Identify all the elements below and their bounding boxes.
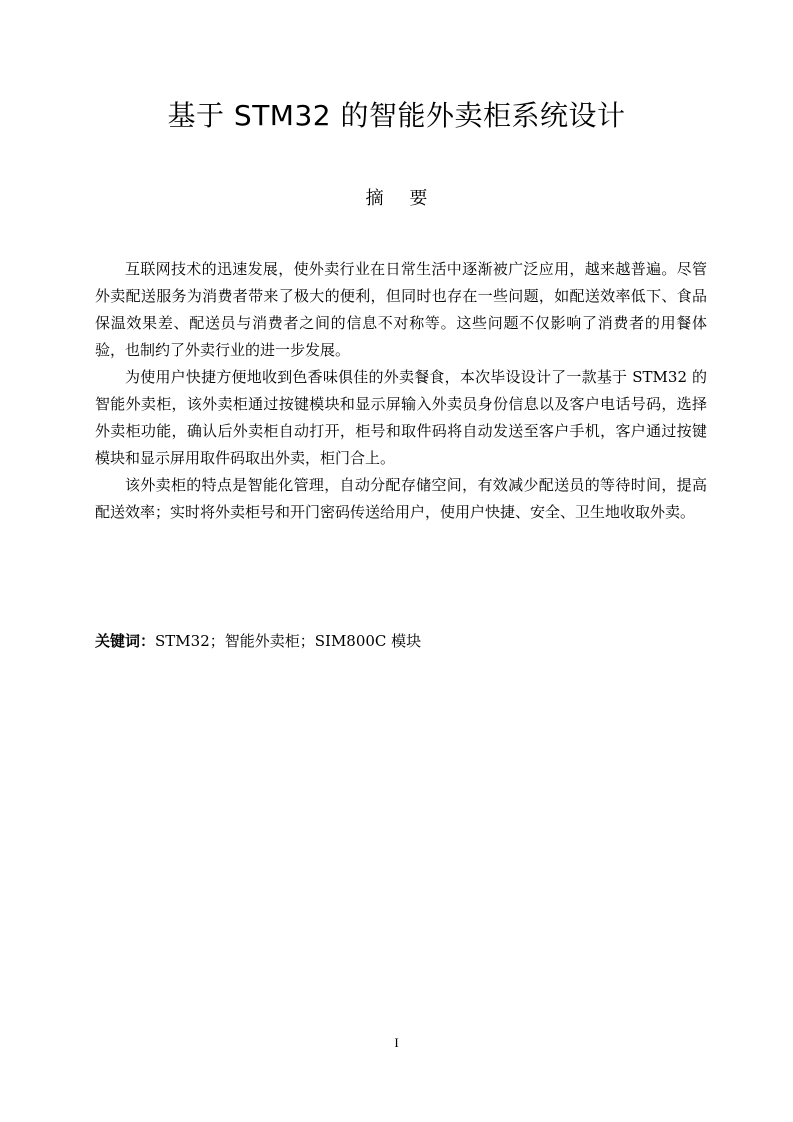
keywords-text: STM32；智能外卖柜；SIM800C 模块 (155, 632, 422, 650)
abstract-body (95, 256, 707, 526)
abstract-paragraph-2: 为使用户快捷方便地收到色香味俱佳的外卖餐食，本次毕设设计了一款基于 STM32 的智能外卖柜，该外卖柜通过按键模块和显示屏输入外卖员身份信息以及客户电话号码，选择外卖柜功能，确认后外卖柜自动打开，柜号和取件码将自动发送至客户手机，客户通过按键模块和显示屏用取件码取出外卖，柜门合上。 (95, 368, 707, 467)
abstract-paragraph-3: 该外卖柜的特点是智能化管理，自动分配存储空间，有效减少配送员的等待时间，提高配送效率；实时将外卖柜号和开门密码传送给用户，使用户快捷、安全、卫生地收取外卖。 (95, 476, 707, 521)
page-number: I (394, 1035, 399, 1050)
abstract-heading: 摘 要 (365, 188, 428, 209)
document-title: 基于 STM32 的智能外卖柜系统设计 (167, 99, 626, 132)
keywords-label: 关键词： (95, 632, 156, 650)
keywords-line (95, 628, 707, 655)
abstract-paragraph-1: 互联网技术的迅速发展，使外卖行业在日常生活中逐渐被广泛应用，越来越普遍。尽管外卖配送服务为消费者带来了极大的便利，但同时也存在一些问题，如配送效率低下、食品保温效果差、配送员与消费者之间的信息不对称等。这些问题不仅影响了消费者的用餐体验，也制约了外卖行业的进一步发展。 (95, 260, 707, 359)
